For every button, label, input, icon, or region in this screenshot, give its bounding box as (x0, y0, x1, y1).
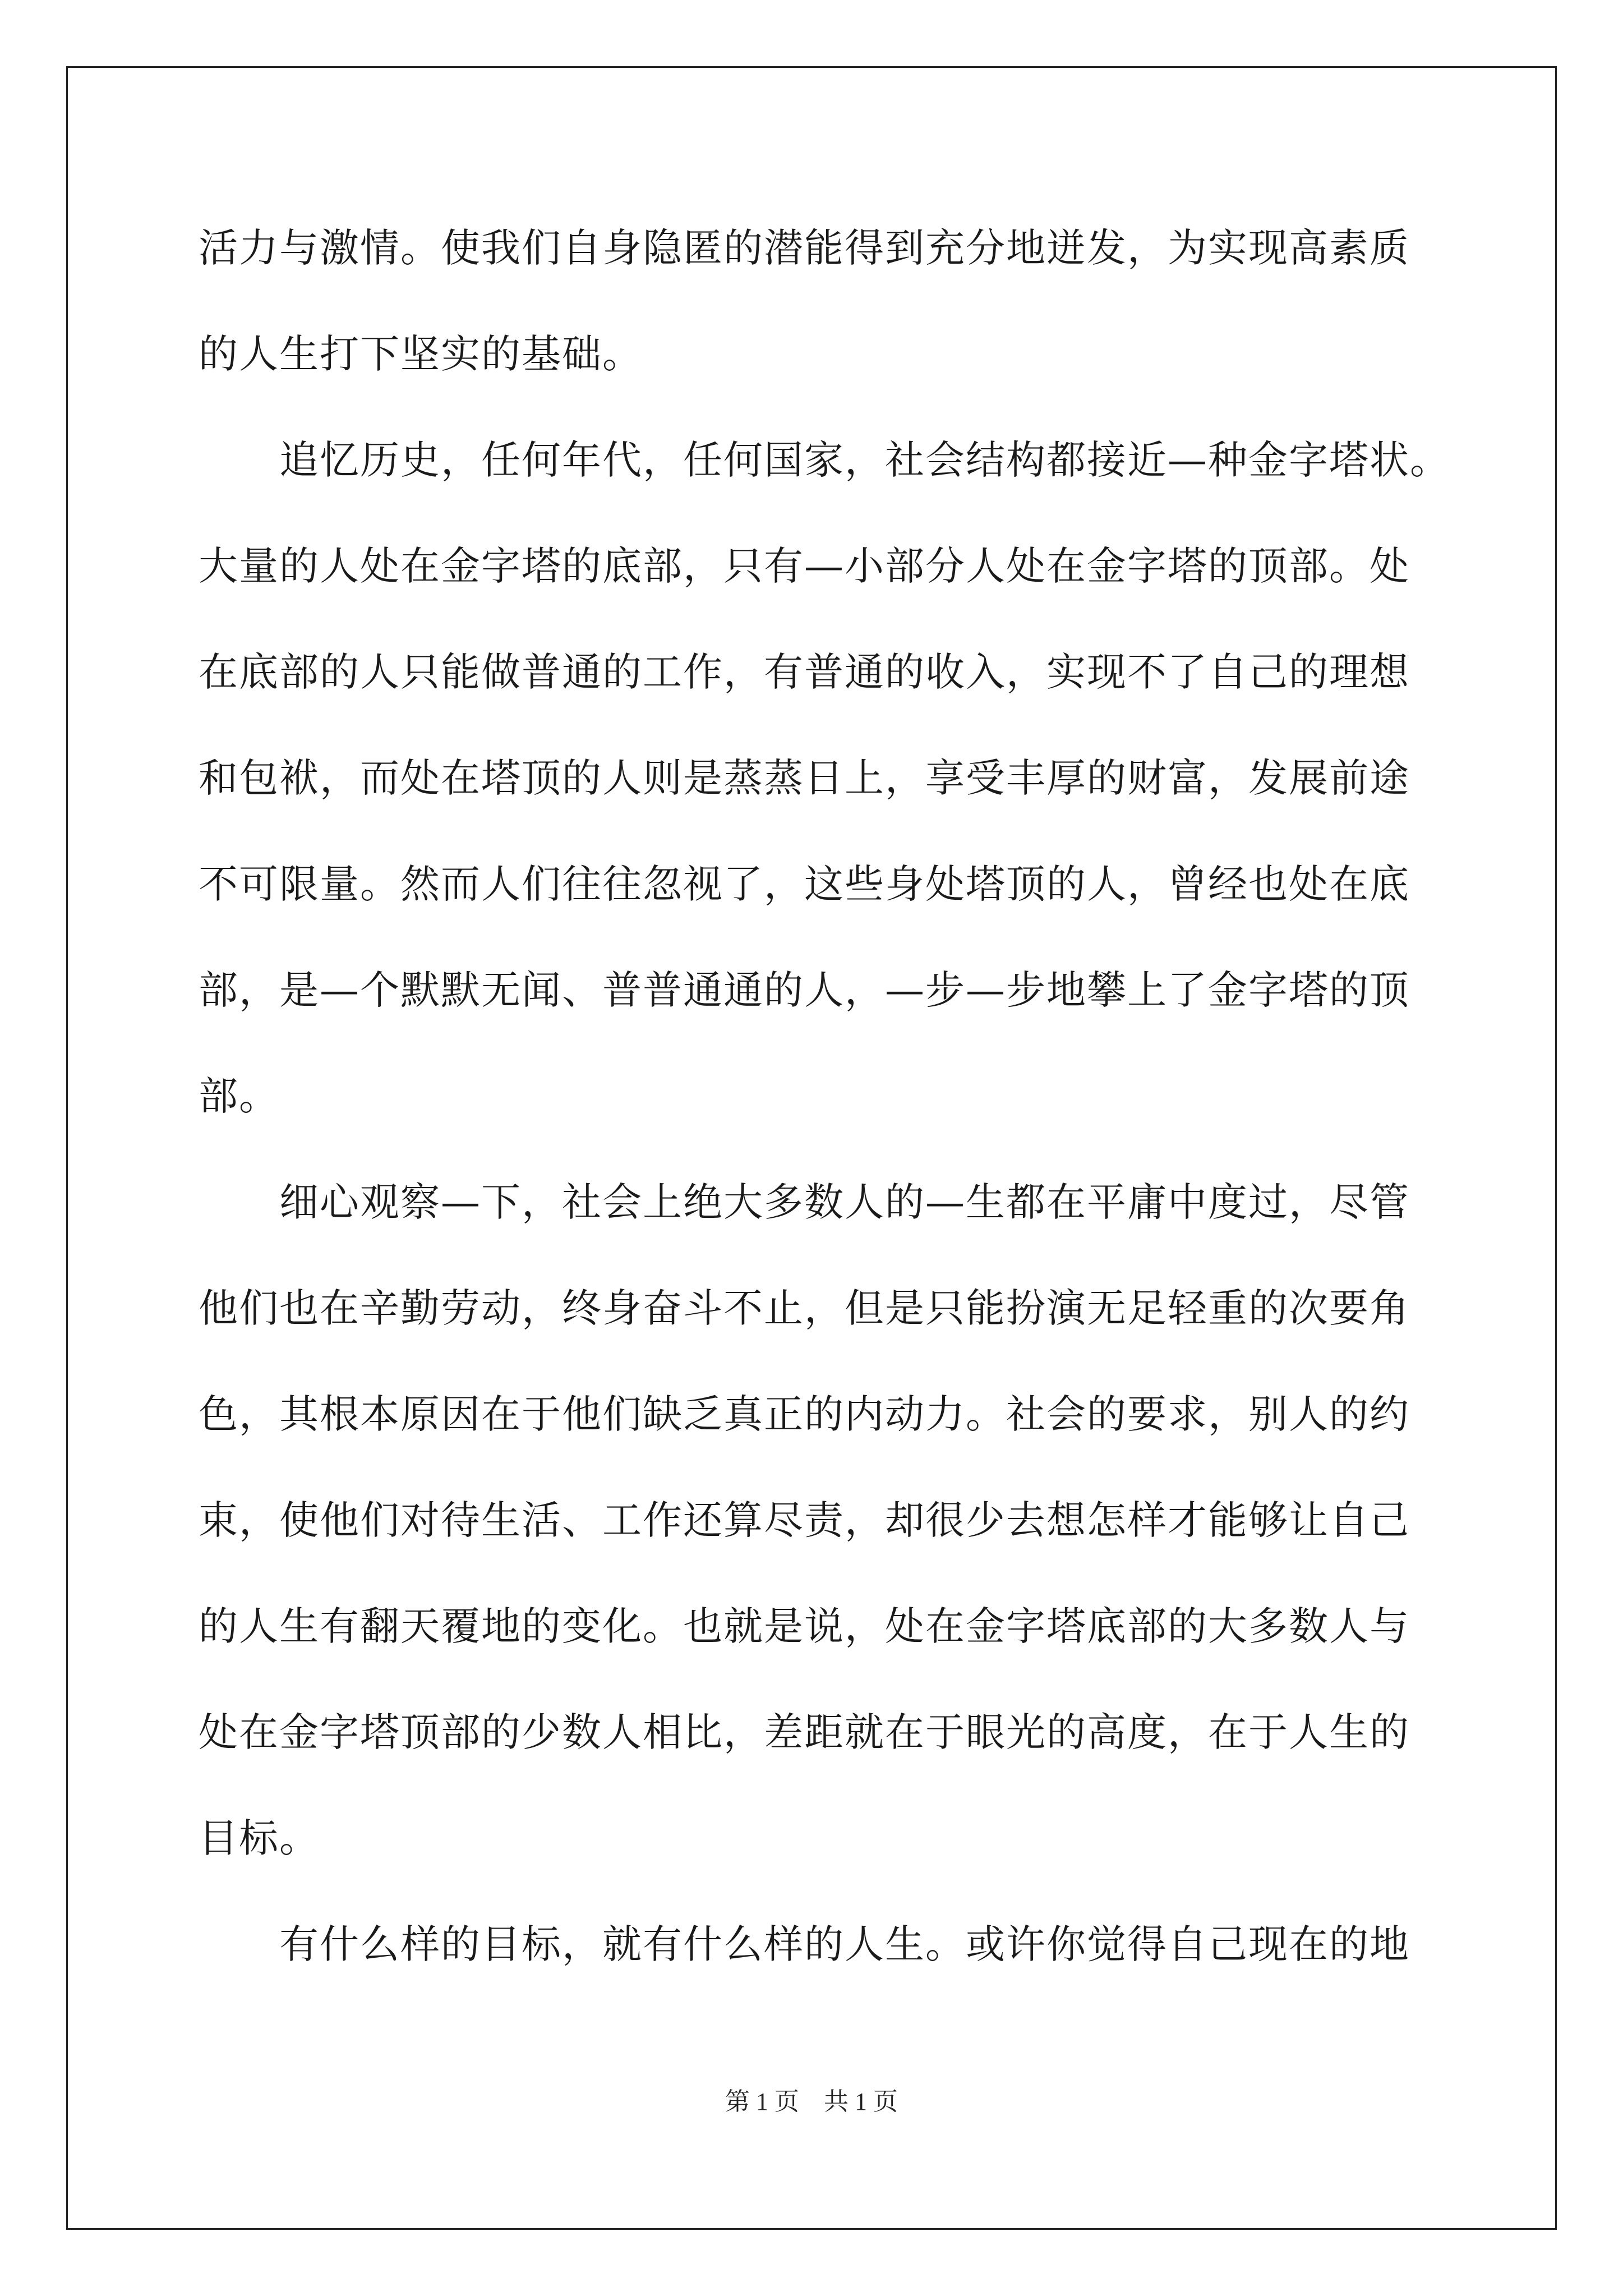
text-line: 束，使他们对待生活、工作还算尽责，却很少去想怎样才能够让自己 (199, 1497, 1410, 1543)
text-line: 处在金字塔顶部的少数人相比，差距就在于眼光的高度，在于人生的 (199, 1709, 1410, 1755)
text-line: 目标。 (199, 1815, 320, 1861)
text-line: 的人生有翻天覆地的变化。也就是说，处在金字塔底部的大多数人与 (199, 1603, 1410, 1649)
text-line: 大量的人处在金字塔的底部，只有—小部分人处在金字塔的顶部。处 (199, 543, 1410, 589)
text-line: 部，是—个默默无闻、普普通通的人，—步—步地攀上了金字塔的顶 (199, 967, 1410, 1013)
text-line: 的人生打下坚实的基础。 (199, 331, 643, 377)
page-footer: 第 1 页 共 1 页 (725, 2088, 898, 2115)
body-text (199, 220, 1450, 2022)
text-line: 有什么样的目标，就有什么样的人生。或许你觉得自己现在的地 (199, 1921, 1410, 1967)
text-line: 部。 (199, 1073, 279, 1119)
text-line: 在底部的人只能做普通的工作，有普通的收入，实现不了自己的理想 (199, 649, 1410, 695)
text-line: 色，其根本原因在于他们缺乏真正的内动力。社会的要求，别人的约 (199, 1391, 1410, 1437)
text-line: 活力与激情。使我们自身隐匿的潜能得到充分地迸发，为实现高素质 (199, 225, 1410, 271)
text-line: 和包袱，而处在塔顶的人则是蒸蒸日上，享受丰厚的财富，发展前途 (199, 755, 1410, 801)
text-line: 细心观察—下，社会上绝大多数人的—生都在平庸中度过，尽管 (199, 1179, 1410, 1225)
text-line: 他们也在辛勤劳动，终身奋斗不止，但是只能扮演无足轻重的次要角 (199, 1285, 1410, 1331)
text-line: 不可限量。然而人们往往忽视了，这些身处塔顶的人，曾经也处在底 (199, 861, 1410, 907)
text-line: 追忆历史，任何年代，任何国家，社会结构都接近—种金字塔状。 (199, 437, 1450, 483)
